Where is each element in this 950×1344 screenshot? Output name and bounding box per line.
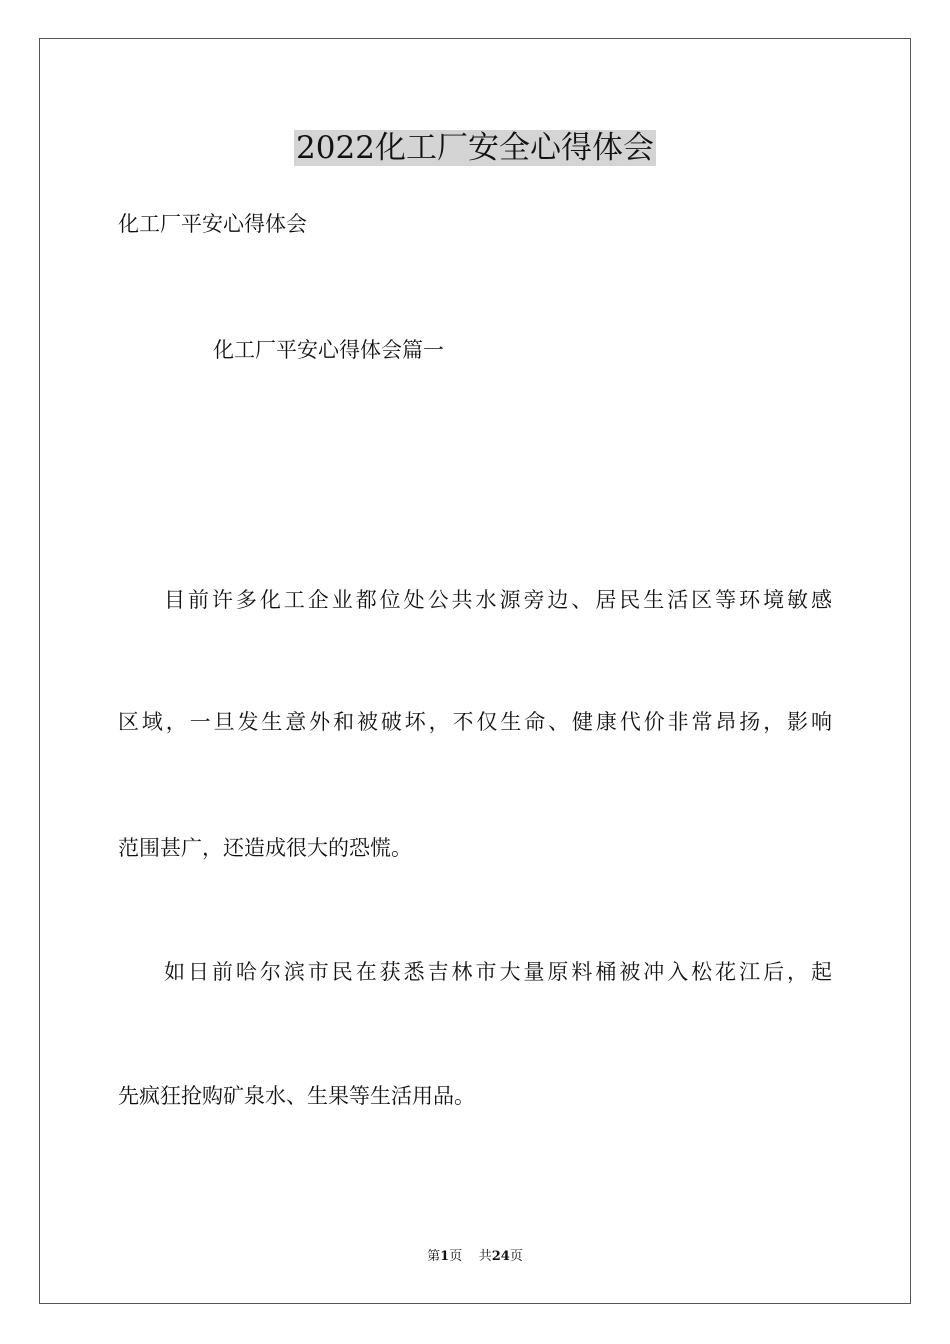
paragraph-line: 范围甚广，还造成很大的恐慌。	[118, 836, 412, 860]
document-title	[0, 126, 950, 170]
total-prefix: 共	[478, 1249, 492, 1264]
paragraph-line: 区域，一旦发生意外和被破坏，不仅生命、健康代价非常昂扬，影响	[118, 710, 832, 734]
page-suffix: 页	[449, 1249, 463, 1264]
total-pages: 24	[491, 1249, 510, 1264]
total-suffix: 页	[509, 1249, 523, 1264]
document-subtitle: 化工厂平安心得体会	[118, 212, 307, 236]
section-heading: 化工厂平安心得体会篇一	[213, 338, 444, 362]
document-title-text: 2022化工厂安全心得体会	[296, 130, 654, 166]
paragraph-line: 如日前哈尔滨市民在获悉吉林市大量原料桶被冲入松花江后，起	[164, 960, 832, 984]
paragraph-line: 先疯狂抢购矿泉水、生果等生活用品。	[118, 1084, 475, 1108]
page-prefix: 第	[427, 1249, 441, 1264]
page-number: 1	[440, 1249, 450, 1264]
paragraph-line: 目前许多化工企业都位处公共水源旁边、居民生活区等环境敏感	[164, 588, 832, 612]
page-footer	[0, 1248, 950, 1266]
